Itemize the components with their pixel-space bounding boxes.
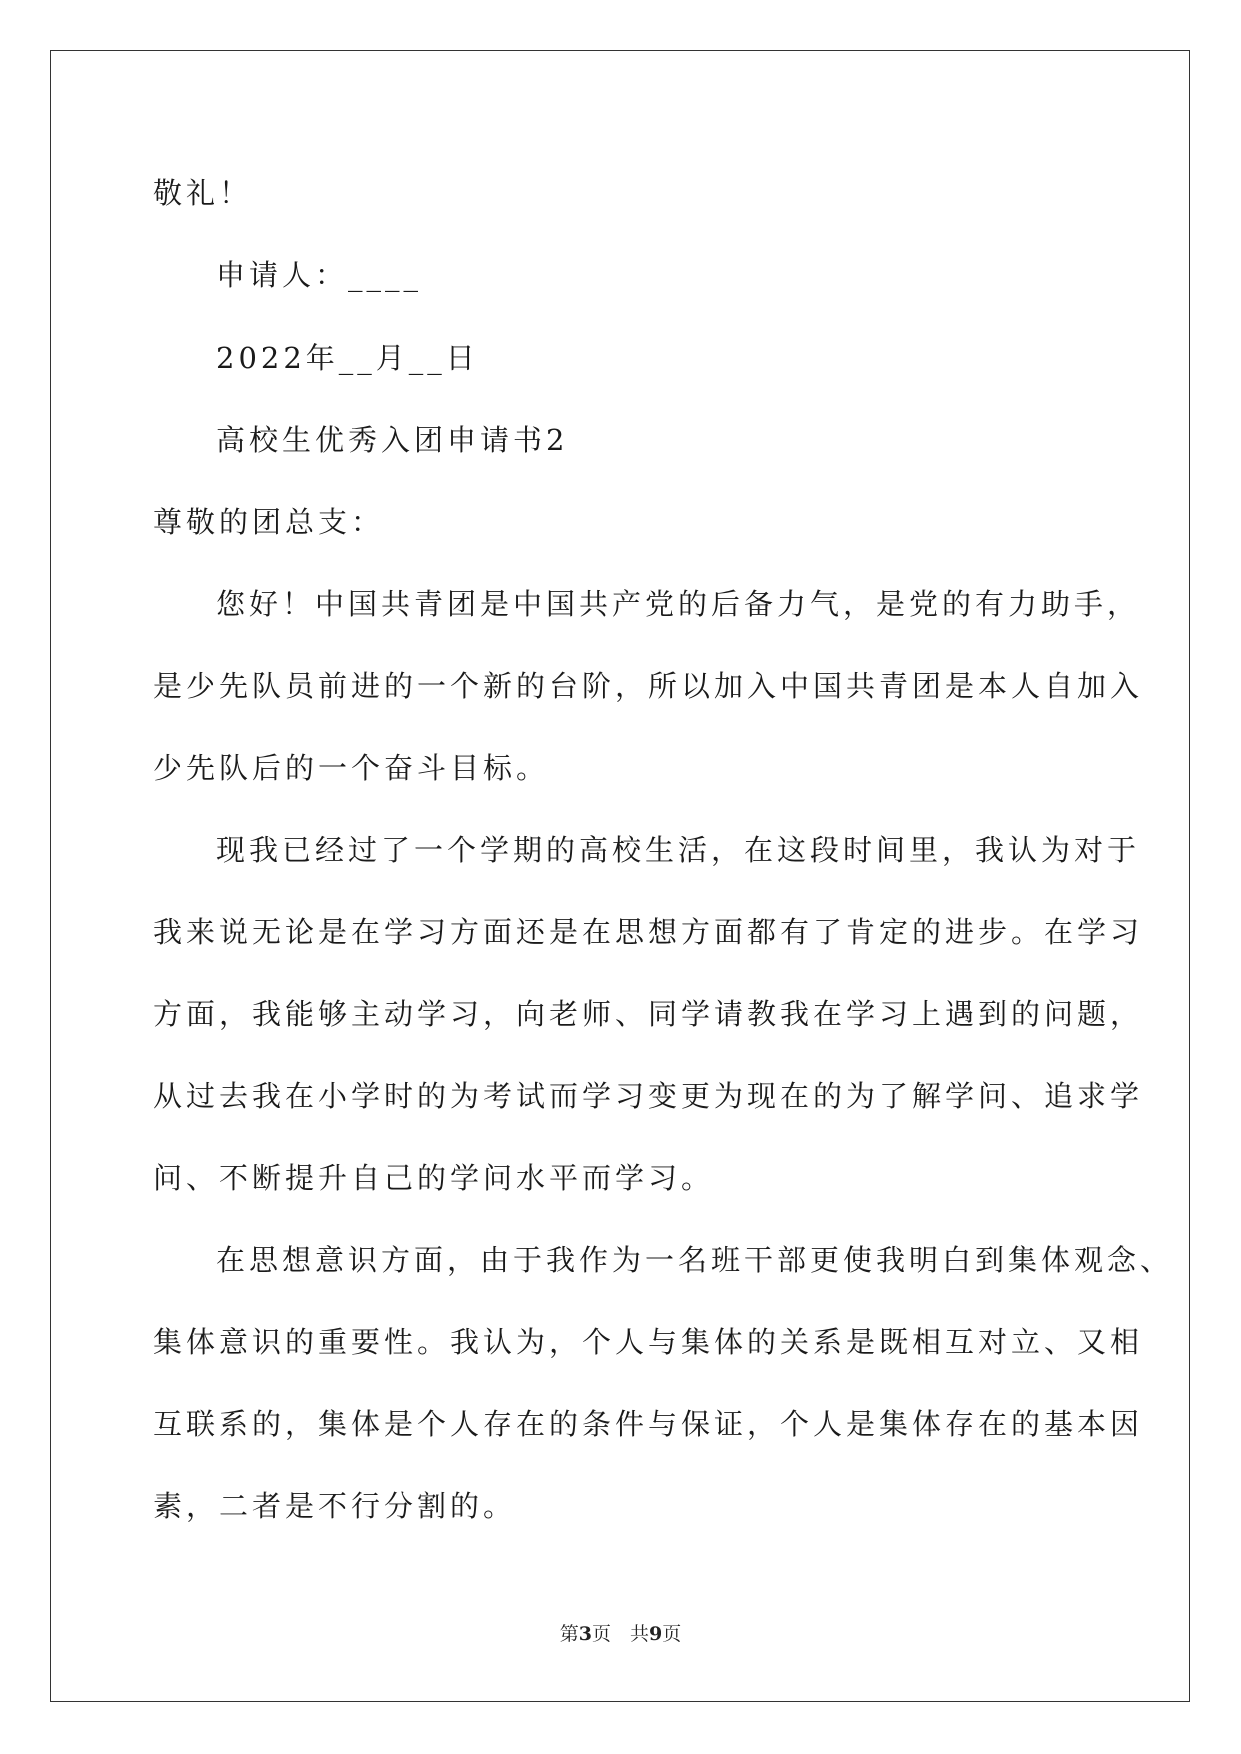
paragraph-line: 方面，我能够主动学习，向老师、同学请教我在学习上遇到的问题， (153, 997, 1144, 1031)
footer-middle: 页 共 (591, 1623, 649, 1645)
footer-suffix: 页 (662, 1623, 682, 1645)
paragraph-line: 少先队后的一个奋斗目标。 (153, 751, 550, 785)
paragraph-line: 是少先队员前进的一个新的台阶，所以加入中国共青团是本人自加入 (153, 669, 1144, 703)
footer-prefix: 第 (559, 1623, 579, 1645)
paragraph-line: 在思想意识方面，由于我作为一名班干部更使我明白到集体观念、 (216, 1243, 1174, 1277)
paragraph-line: 从过去我在小学时的为考试而学习变更为现在的为了解学问、追求学 (153, 1079, 1144, 1113)
page-footer (0, 1622, 1241, 1646)
paragraph-line: 素，二者是不行分割的。 (153, 1489, 517, 1523)
closing-salutation: 敬礼！ (153, 176, 253, 210)
salutation: 尊敬的团总支： (153, 505, 385, 539)
paragraph-line: 我来说无论是在学习方面还是在思想方面都有了肯定的进步。在学习 (153, 915, 1144, 949)
paragraph-line: 现我已经过了一个学期的高校生活，在这段时间里，我认为对于 (216, 833, 1141, 867)
paragraph-line: 集体意识的重要性。我认为，个人与集体的关系是既相互对立、又相 (153, 1325, 1144, 1359)
section-title: 高校生优秀入团申请书2 (216, 423, 569, 457)
total-page-count: 9 (649, 1623, 663, 1645)
current-page-number: 3 (578, 1623, 592, 1645)
applicant-signature-line: 申请人：____ (216, 258, 423, 292)
paragraph-line: 互联系的，集体是个人存在的条件与保证，个人是集体存在的基本因 (153, 1407, 1144, 1441)
page-border (50, 50, 1190, 1702)
date-line: 2022年__月__日 (216, 341, 479, 375)
paragraph-line: 您好！中国共青团是中国共产党的后备力气，是党的有力助手， (216, 587, 1141, 621)
paragraph-line: 问、不断提升自己的学问水平而学习。 (153, 1161, 715, 1195)
